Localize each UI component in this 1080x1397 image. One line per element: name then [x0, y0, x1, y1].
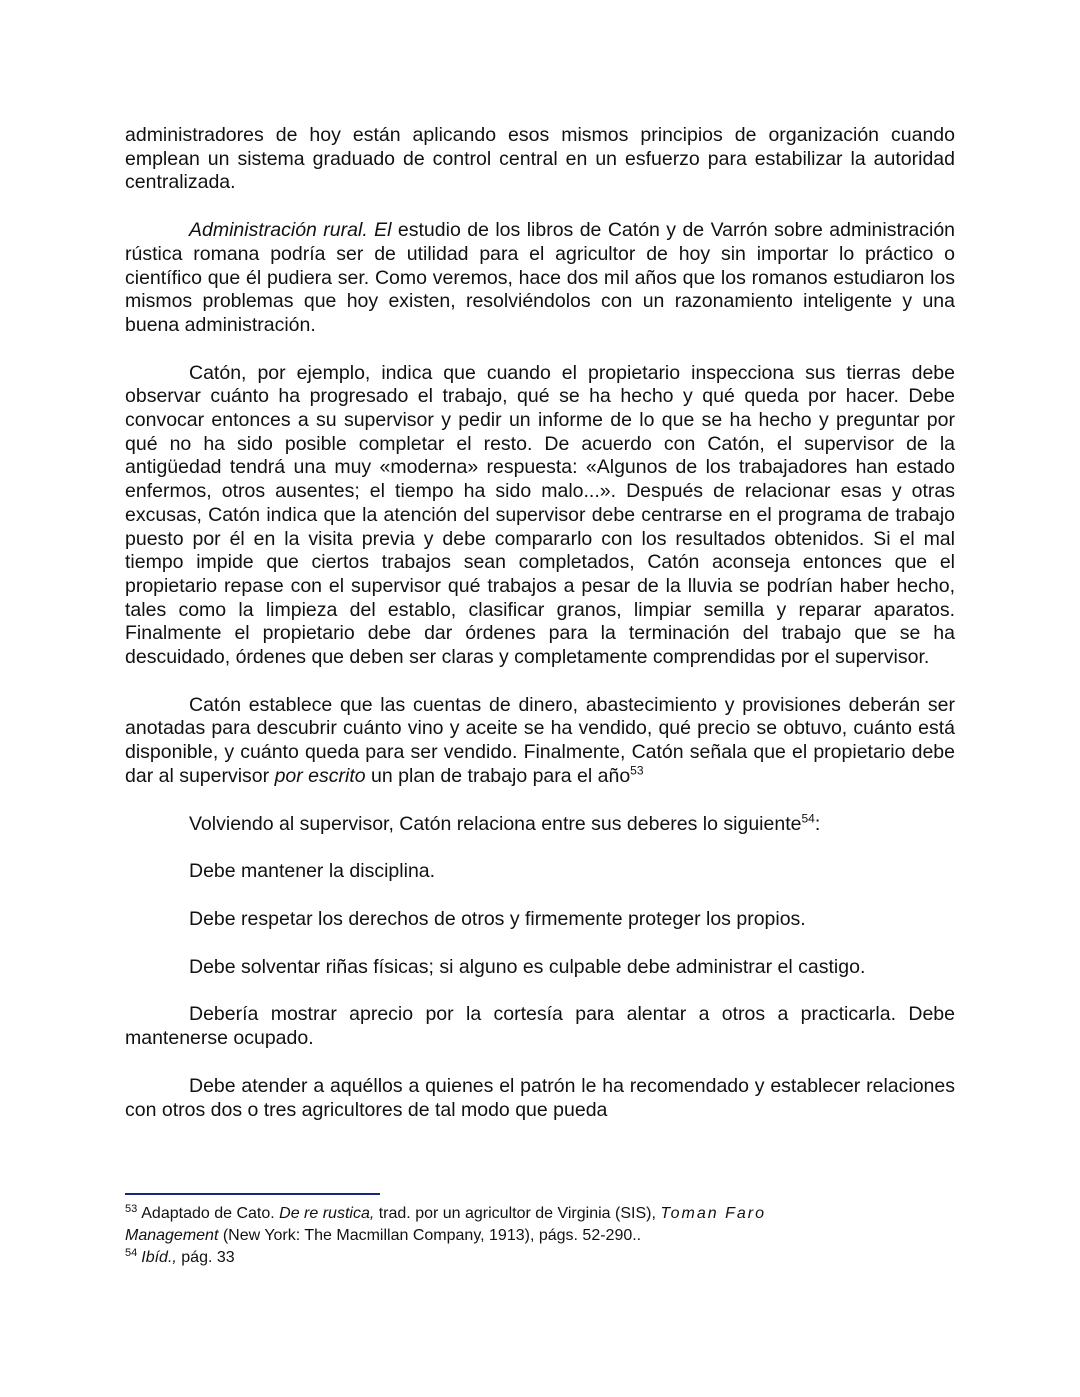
footnote-53-text-c: Toman Faro: [660, 1205, 767, 1222]
footnote-53-text-d: Management: [125, 1227, 219, 1244]
paragraph-4-text-b: un plan de trabajo para el año: [365, 764, 631, 787]
footnote-ref-54[interactable]: 54: [801, 811, 815, 826]
paragraph-1: administradores de hoy están aplicando esos mismos principios de organización cuando emplean un sistema graduado de control central en un esfuerzo para estabilizar la autoridad centralizada.: [125, 124, 955, 194]
paragraph-6: Debe mantener la disciplina.: [189, 860, 436, 883]
paragraph-10: Debe atender a aquéllos a quienes el patrón le ha recomendado y establecer relaciones con otros dos o tres agricultores de tal modo que pueda: [125, 1074, 955, 1121]
footnote-54-text-b: pág. 33: [176, 1249, 235, 1266]
footnote-53-text-a: Adaptado de Cato.: [141, 1205, 280, 1222]
paragraph-9: Debería mostrar aprecio por la cortesía para alentar a otros a practicarla. Debe mantenerse ocupado.: [125, 1003, 955, 1050]
footnote-54-number: 54: [125, 1246, 138, 1259]
paragraph-3: Catón, por ejemplo, indica que cuando el propietario inspecciona sus tierras debe observar cuánto ha progresado el trabajo, qué se ha hecho y qué queda por hacer. Debe convocar entonces a su supervisor y pedir un informe de lo que se ha hecho y preguntar por qué no ha sido posible completar el resto. De acuerdo con Catón, el supervisor de la antigüedad tendrá una muy «moderna» respuesta: «Algunos de los trabajadores han estado enfermos, otros ausentes; el tiempo ha sido malo...». Después de relacionar esas y otras excusas, Catón indica que la atención del supervisor debe centrarse en el programa de trabajo puesto por él en la visita previa y debe compararlo con los resultados obtenidos. Si el mal tiempo impide que ciertos trabajos sean completados, Catón aconseja entonces que el propietario repase con el supervisor qué trabajos a pesar de la lluvia se podrían haber hecho, tales como la limpieza del establo, clasificar granos, limpiar semilla y reparar aparatos. Finalmente el propietario debe dar órdenes para la terminación del trabajo que se ha descuidado, órdenes que deben ser claras y completamente comprendidas por el supervisor.: [125, 361, 955, 669]
paragraph-2-text: estudio de los libros de Catón y de Varrón sobre administración rústica romana podría ser de utilidad para el agricultor de hoy sin importar lo práctico o científico que él pudiera ser. Como veremos, hace dos mil años que los romanos estudiaron los mismos problemas que hoy existen, resolviéndolos con un razonamiento inteligente y una buena administración.: [125, 219, 956, 336]
paragraph-8: Debe solventar riñas físicas; si alguno es culpable debe administrar el castigo.: [189, 955, 866, 978]
footnote-53-number: 53: [125, 1202, 138, 1215]
paragraph-5-text-a: Volviendo al supervisor, Catón relaciona entre sus deberes lo siguiente: [189, 812, 802, 835]
section-heading-inline: Administración rural. El: [189, 219, 392, 242]
paragraph-7: Debe respetar los derechos de otros y firmemente proteger los propios.: [189, 907, 806, 930]
footnote-53-title: De re rustica,: [279, 1205, 375, 1222]
page-body: [125, 124, 955, 1146]
footnote-53: [125, 1203, 955, 1247]
paragraph-2: [125, 219, 955, 338]
paragraph-4-text-a: Catón establece que las cuentas de dinero, abastecimiento y provisiones deberán ser anotadas para descubrir cuánto vino y aceite se ha vendido, qué precio se obtuvo, cuánto está disponible, y cuánto queda para ser vendido. Finalmente, Catón señala que el propietario debe dar al supervisor: [125, 693, 955, 787]
paragraph-4-italic: por escrito: [274, 764, 366, 787]
footnotes: [125, 1203, 955, 1269]
footnote-54: [125, 1247, 955, 1269]
paragraph-5: [125, 813, 955, 837]
footnote-53-text-e: (New York: The Macmillan Company, 1913), págs. 52-290..: [218, 1227, 642, 1244]
footnote-ref-53[interactable]: 53: [630, 763, 644, 778]
footnote-separator: [125, 1193, 380, 1195]
footnote-54-text-a: Ibíd.,: [141, 1249, 177, 1266]
footnote-53-text-b: trad. por un agricultor de Virginia (SIS),: [374, 1205, 661, 1222]
paragraph-5-text-b: :: [814, 812, 821, 835]
paragraph-4: [125, 694, 955, 789]
